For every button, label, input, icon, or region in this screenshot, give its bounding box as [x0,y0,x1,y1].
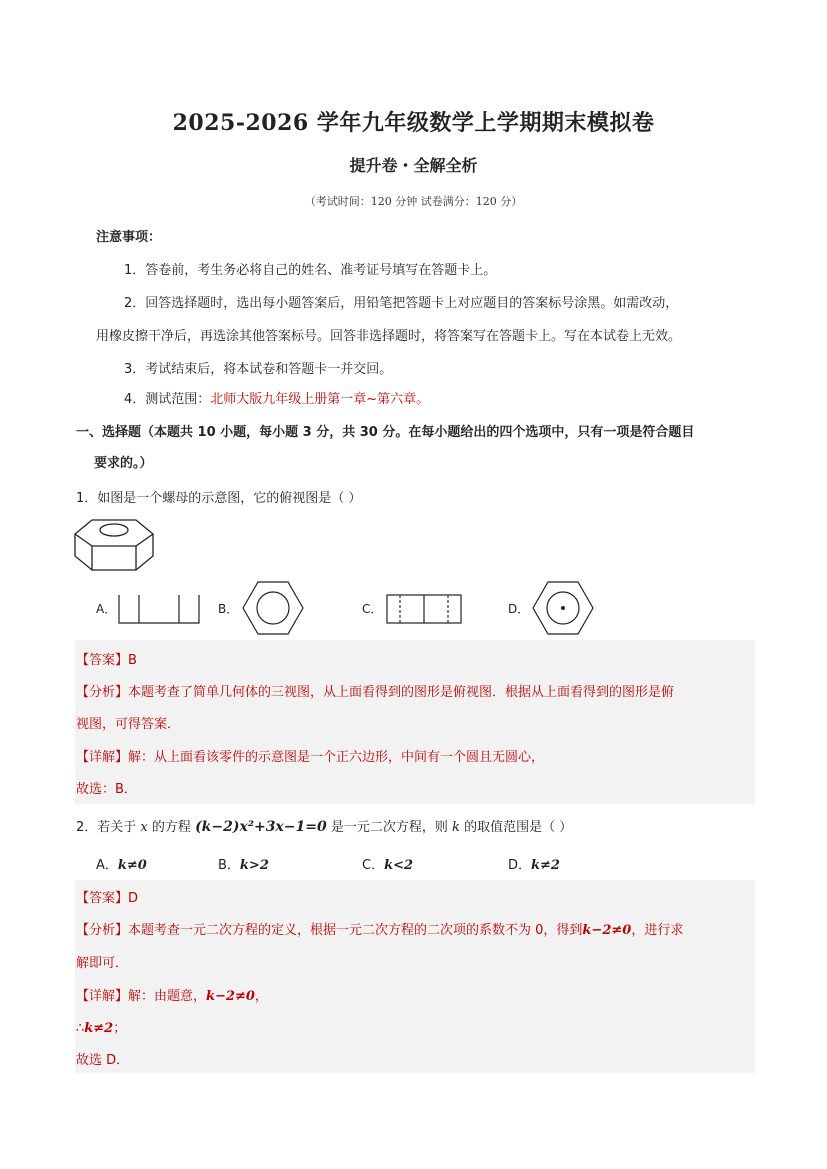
nut-figure [74,516,154,572]
q1-option-b-figure [242,581,304,635]
q1-answer [76,649,137,668]
question-2-stem [76,816,572,835]
q2-option-b [218,854,269,873]
q2-option-b-value: k>2 [239,858,269,873]
page-subtitle: 提升卷・全解全析 [349,156,478,175]
q2-option-c-value: k<2 [384,858,414,873]
notes-heading: 注意事项： [96,230,162,245]
q1-analysis-text: 本题考查了简单几何体的三视图，从上面看得到的图形是俯视图．根据从上面看得到的图形是俯 [128,685,675,700]
q2-detail-expr: k−2≠0 [206,989,255,1004]
q2-therefore-suffix: ； [113,1021,127,1036]
q2-option-c [362,854,413,873]
note-item-4 [124,388,429,407]
q1-option-d-figure [532,581,594,635]
q1-conclusion: 故选：B． [76,782,137,797]
q2-analysis-text-b: ，进行求 [631,923,684,938]
note-item-4-prefix: 4．测试范围： [124,392,211,407]
q1-analysis-cont: 视图，可得答案． [76,717,181,732]
q2-stem-mid: 的方程 [151,820,191,835]
q2-analysis-text: 本题考查一元二次方程的定义，根据一元二次方程的二次项的系数不为 0，得到 [128,923,583,938]
q2-analysis-tag: 【分析】 [76,923,129,938]
note-item-2-cont: 用橡皮擦干净后，再选涂其他答案标号。回答非选择题时，将答案写在答题卡上。写在本试卷上无效。 [96,329,682,344]
q2-detail [76,985,268,1004]
q1-option-b-label: B． [218,602,239,616]
q1-detail-tag: 【详解】 [76,750,129,765]
note-item-1: 1．答卷前，考生务必将自己的姓名、准考证号填写在答题卡上。 [124,263,497,278]
q2-var-k: k [452,820,460,835]
q2-option-d [508,854,560,873]
q1-analysis-tag: 【分析】 [76,685,129,700]
q2-stem-mid2: 是一元二次方程，则 [330,820,448,835]
q2-option-a-label: A． [96,858,118,873]
therefore-symbol: ∴ [76,1021,85,1036]
q1-option-d-label: D． [508,602,530,616]
q2-answer [76,887,138,906]
q2-answer-panel [75,880,755,1073]
q2-var-x: x [140,820,148,835]
q2-option-d-value: k≠2 [531,858,560,873]
note-item-3: 3．考试结束后，将本试卷和答题卡一并交回。 [124,362,393,377]
q1-option-c-figure [386,594,462,624]
note-item-2: 2．回答选择题时，选出每小题答案后，用铅笔把答题卡上对应题目的答案标号涂黑。如需改动， [124,296,679,311]
q2-detail-prefix: 解：由题意， [128,989,207,1004]
q2-stem-suffix: 的取值范围是（ ） [464,820,573,835]
question-1-stem: 1．如图是一个螺母的示意图，它的俯视图是（ ） [76,491,362,506]
page-title: 2025-2026 学年九年级数学上学期期末模拟卷 [172,110,655,136]
q2-option-d-label: D． [508,858,532,873]
q1-answer-tag: 【答案】 [76,653,129,668]
q2-answer-value: D [128,891,139,906]
q2-option-a-value: k≠0 [117,858,147,873]
q1-detail [76,746,544,765]
q2-analysis-expr: k−2≠0 [582,923,632,938]
q1-detail-text: 解：从上面看该零件的示意图是一个正六边形，中间有一个圆且无圆心， [128,750,545,765]
q1-option-a-label: A． [96,602,117,616]
q2-analysis-cont: 解即可． [76,956,129,971]
q2-detail-tag: 【详解】 [76,989,129,1004]
q1-analysis [76,681,674,700]
q1-option-a-figure [118,594,200,624]
q2-analysis [76,919,683,938]
q2-answer-tag: 【答案】 [76,891,129,906]
q2-therefore [76,1017,126,1036]
note-item-4-scope: 北师大版九年级上册第一章~第六章。 [210,392,430,407]
section-heading: 一、选择题（本题共 10 小题，每小题 3 分，共 30 分。在每小题给出的四个选项中，只有一项是符合题目 [76,425,695,440]
q2-equation: (k−2)x²+3x−1=0 [195,819,327,835]
q1-answer-value: B [128,653,137,668]
q2-option-a [96,854,147,873]
q2-detail-suffix: ， [254,989,268,1004]
q2-stem-prefix: 2．若关于 [76,820,137,835]
exam-info: （考试时间：120 分钟 试卷满分：120 分） [304,195,523,208]
q2-option-b-label: B． [218,858,240,873]
q1-option-c-label: C． [362,602,383,616]
section-heading-cont: 要求的。） [94,456,153,471]
q2-option-c-label: C． [362,858,385,873]
q2-therefore-expr: k≠2 [84,1021,114,1036]
q2-conclusion: 故选 D． [76,1053,130,1068]
